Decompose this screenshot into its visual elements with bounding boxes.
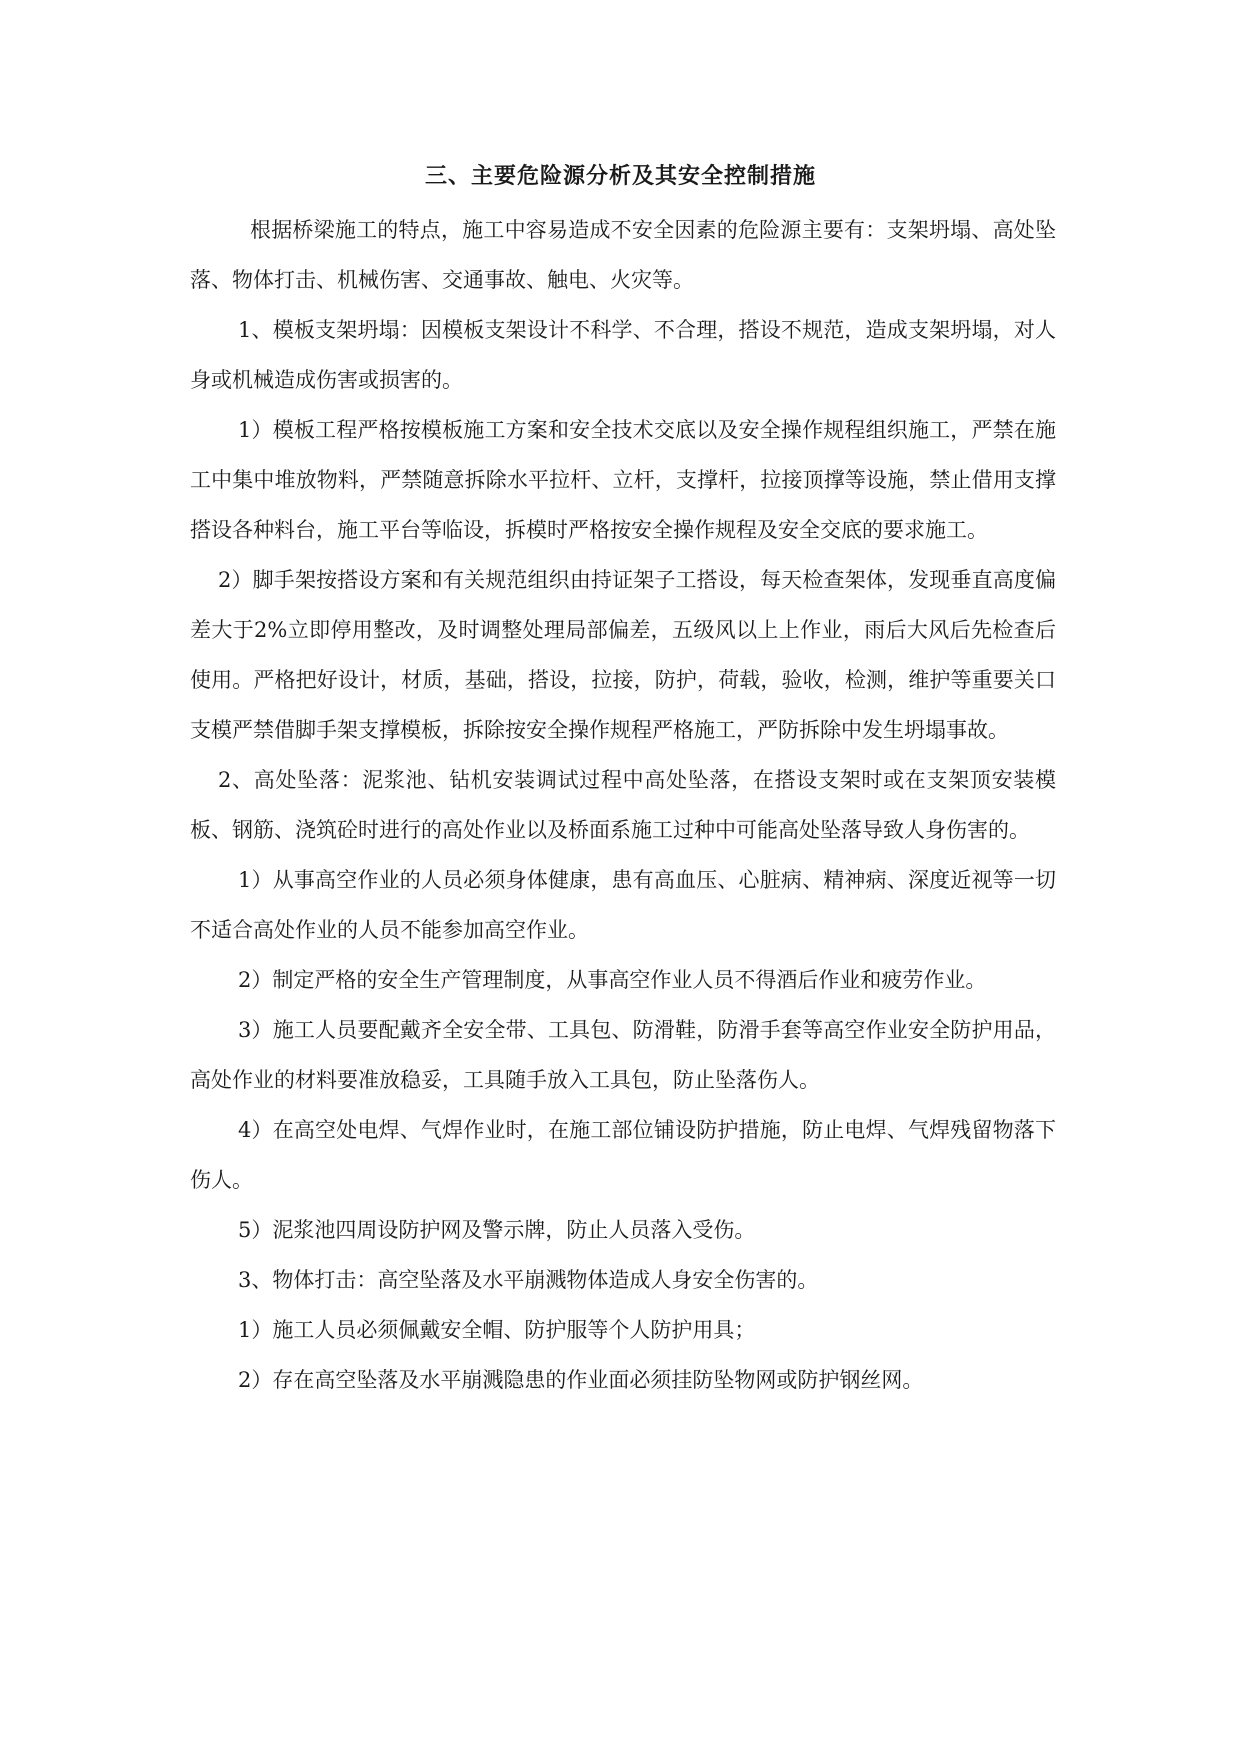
paragraph-item: 4）在高空处电焊、气焊作业时，在施工部位铺设防护措施，防止电焊、气焊残留物落下伤人。	[190, 1118, 1056, 1192]
paragraph-section-1: 1、模板支架坍塌：因模板支架设计不科学、不合理，搭设不规范，造成支架坍塌，对人身或机械造成伤害或损害的。	[190, 318, 1056, 392]
document-body	[190, 205, 1056, 1405]
document-title: 三、主要危险源分析及其安全控制措施	[424, 163, 816, 189]
paragraph-intro: 根据桥梁施工的特点，施工中容易造成不安全因素的危险源主要有：支架坍塌、高处坠落、物体打击、机械伤害、交通事故、触电、火灾等。	[190, 218, 1056, 292]
paragraph-item: 2）存在高空坠落及水平崩溅隐患的作业面必须挂防坠物网或防护钢丝网。	[238, 1368, 924, 1392]
paragraph-item: 2）制定严格的安全生产管理制度，从事高空作业人员不得酒后作业和疲劳作业。	[238, 968, 987, 992]
paragraph-item: 1）施工人员必须佩戴安全帽、防护服等个人防护用具；	[238, 1318, 756, 1342]
paragraph-item: 1）从事高空作业的人员必须身体健康，患有高血压、心脏病、精神病、深度近视等一切不适合高处作业的人员不能参加高空作业。	[190, 868, 1056, 942]
paragraph-section-2: 2、高处坠落：泥浆池、钻机安装调试过程中高处坠落，在搭设支架时或在支架顶安装模板、钢筋、浇筑砼时进行的高处作业以及桥面系施工过种中可能高处坠落导致人身伤害的。	[190, 768, 1056, 842]
paragraph-item: 1）模板工程严格按模板施工方案和安全技术交底以及安全操作规程组织施工，严禁在施工中集中堆放物料，严禁随意拆除水平拉杆、立杆，支撑杆，拉接顶撑等设施，禁止借用支撑搭设各种料台，施工平台等临设，拆模时严格按安全操作规程及安全交底的要求施工。	[190, 418, 1056, 542]
paragraph-item: 3）施工人员要配戴齐全安全带、工具包、防滑鞋，防滑手套等高空作业安全防护用品，高处作业的材料要准放稳妥，工具随手放入工具包，防止坠落伤人。	[190, 1018, 1056, 1092]
paragraph-section-3: 3、物体打击：高空坠落及水平崩溅物体造成人身安全伤害的。	[238, 1268, 819, 1292]
paragraph-item: 2）脚手架按搭设方案和有关规范组织由持证架子工搭设，每天检查架体，发现垂直高度偏差大于2%立即停用整改，及时调整处理局部偏差，五级风以上上作业，雨后大风后先检查后使用。严格把好设计，材质，基础，搭设，拉接，防护，荷载，验收，检测，维护等重要关口支模严禁借脚手架支撑模板，拆除按安全操作规程严格施工，严防拆除中发生坍塌事故。	[190, 568, 1056, 742]
paragraph-item: 5）泥浆池四周设防护网及警示牌，防止人员落入受伤。	[238, 1218, 756, 1242]
